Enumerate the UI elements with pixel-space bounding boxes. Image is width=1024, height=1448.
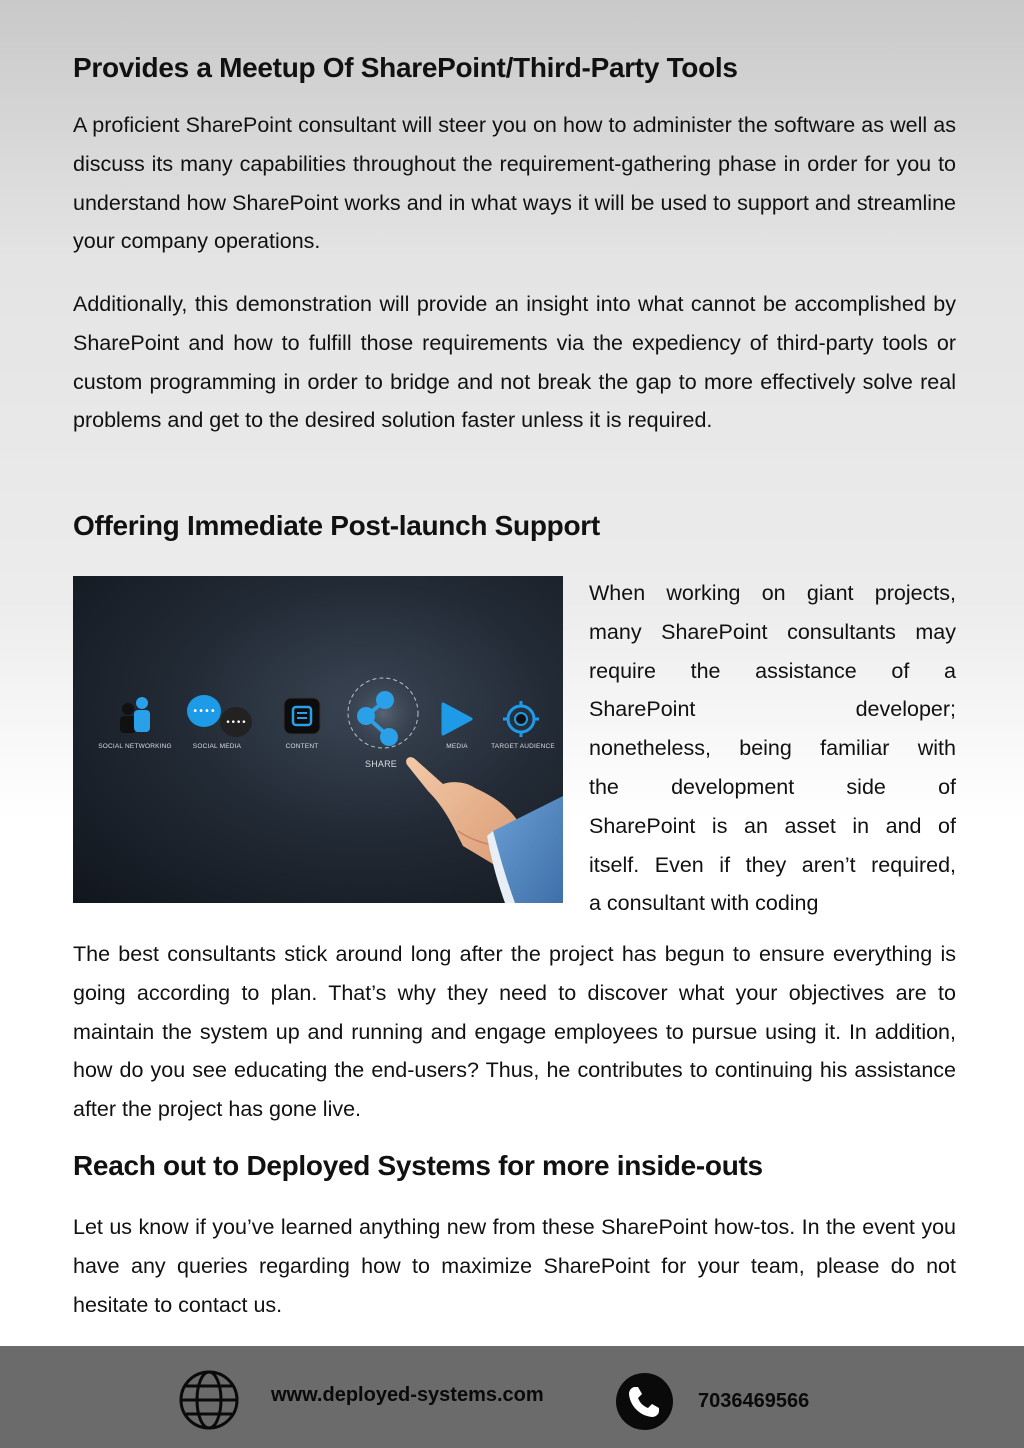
- paragraph-demonstration: Additionally, this demonstration will provide an insight into what cannot be accomplished by SharePoint and how to fulfill those requirements via the expediency of third-party tools or custom programming in order to bridge and not break the gap to more effectively solve real problems and get to the desired solution faster unless it is required.: [73, 292, 956, 433]
- play-icon: [443, 704, 471, 734]
- paragraph-consultant-steer: A proficient SharePoint consultant will steer you on how to administer the software as well as discuss its many capabilities throughout the requirement-gathering phase in order for you to understand how SharePoint works and in what ways it will be used to support and streamline your company operations.: [73, 113, 956, 254]
- paragraph-best-consultants: The best consultants stick around long after the project has begun to ensure everything is going according to plan. That’s why they need to discover what your objectives are to maintain the system up and running and engage employees to pursue using it. In addition, how do you see educating the end-users? Thus, he contributes to continuing his assistance after the project has gone live.: [73, 942, 956, 1122]
- section-heading-post-launch: Offering Immediate Post-launch Support: [73, 510, 600, 541]
- label-social-networking: SOCIAL NETWORKING: [98, 743, 172, 750]
- share-touch-image: [73, 576, 563, 903]
- target-icon: [503, 701, 539, 737]
- label-content: CONTENT: [285, 743, 319, 750]
- phone-number[interactable]: 7036469566: [698, 1390, 810, 1412]
- side-line: itself. Even if they aren’t required,: [589, 852, 956, 877]
- side-line: When working on giant projects,: [589, 581, 956, 605]
- label-share: SHARE: [364, 759, 398, 769]
- label-social-media: SOCIAL MEDIA: [192, 743, 242, 750]
- people-icon: [120, 697, 150, 733]
- section-heading-reach-out: Reach out to Deployed Systems for more inside-outs: [73, 1150, 763, 1181]
- side-line: a consultant with coding: [589, 891, 819, 916]
- phone-icon: [616, 1373, 673, 1430]
- paragraph-contact-us: Let us know if you’ve learned anything new from these SharePoint how-tos. In the event you have any queries regarding how to maximize SharePoint for your team, please do not hesitate to contact us.: [73, 1215, 956, 1317]
- label-media: MEDIA: [446, 743, 468, 750]
- chat-bubbles-icon: [187, 695, 252, 737]
- content-icon: [284, 698, 320, 734]
- section-heading-meetup: Provides a Meetup Of SharePoint/Third-Party Tools: [73, 52, 738, 83]
- side-line: nonetheless, being familiar with: [589, 736, 956, 761]
- globe-icon: [178, 1369, 240, 1431]
- pointing-hand: [406, 757, 563, 903]
- label-target-audience: TARGET AUDIENCE: [491, 743, 555, 750]
- side-line: SharePoint developer;: [589, 697, 956, 722]
- contact-footer: [0, 1346, 1024, 1448]
- website-link[interactable]: www.deployed-systems.com: [271, 1384, 544, 1406]
- svg-text:••••: ••••: [192, 706, 216, 717]
- side-line: many SharePoint consultants may: [589, 619, 956, 644]
- svg-text:••••: ••••: [225, 718, 247, 728]
- side-line: SharePoint is an asset in and of: [589, 813, 956, 838]
- paragraph-giant-projects: [589, 574, 956, 923]
- side-line: require the assistance of a: [589, 658, 956, 683]
- side-line: the development side of: [589, 774, 956, 799]
